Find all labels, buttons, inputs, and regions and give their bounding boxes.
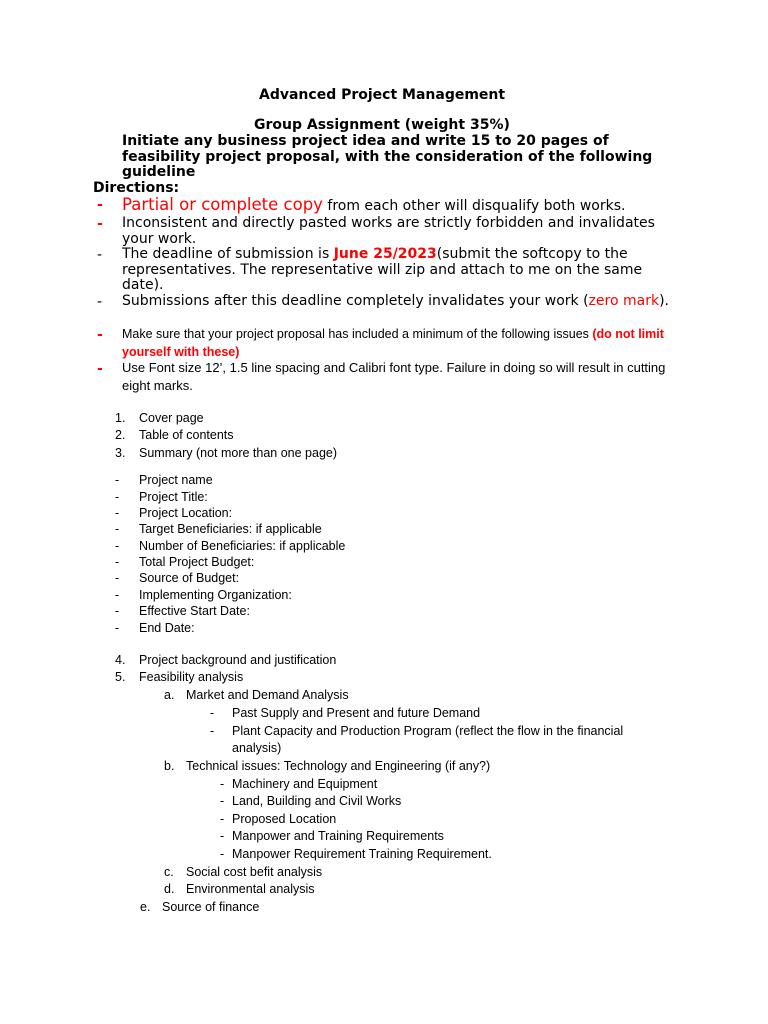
list-bullet: - — [115, 604, 120, 618]
list-number: 4. — [115, 653, 126, 667]
technical-item: Machinery and Equipment — [232, 777, 378, 791]
sublist-item: Environmental analysis — [186, 882, 315, 896]
list-item: Table of contents — [139, 428, 234, 442]
direction-late-submission: Submissions after this deadline completely invalidates your work (zero mark). — [122, 293, 669, 309]
direction-minimum-issues: Make sure that your project proposal has included a minimum of the following issues (do not limit yourself with these) — [122, 327, 664, 359]
sublist-item: Technical issues: Technology and Engineering (if any?) — [186, 759, 491, 773]
zero-mark-highlight: zero mark — [588, 293, 660, 309]
list-bullet: - — [97, 361, 103, 377]
technical-item: Proposed Location — [232, 812, 337, 826]
list-bullet: - — [115, 539, 120, 553]
list-item: Feasibility analysis — [139, 670, 244, 684]
summary-field: Project Location: — [139, 506, 233, 520]
list-bullet: - — [115, 588, 120, 602]
copy-warning-highlight: Partial or complete copy — [122, 195, 323, 214]
copy-warning-text: from each other will disqualify both works. — [322, 198, 626, 214]
list-number: 3. — [115, 446, 126, 460]
summary-field: Implementing Organization: — [139, 588, 292, 602]
summary-field: Total Project Budget: — [139, 555, 255, 569]
sublist-item: Market and Demand Analysis — [186, 688, 349, 702]
list-bullet: - — [97, 197, 103, 213]
list-bullet: - — [210, 706, 215, 720]
technical-item: Land, Building and Civil Works — [232, 794, 402, 808]
list-bullet: - — [97, 327, 103, 343]
summary-field: Effective Start Date: — [139, 604, 250, 618]
list-bullet: - — [97, 294, 103, 310]
list-bullet: - — [115, 473, 120, 487]
list-item: Summary (not more than one page) — [139, 446, 338, 460]
list-bullet: - — [97, 247, 103, 263]
market-item-continued: analysis) — [232, 741, 282, 755]
list-bullet: - — [115, 555, 120, 569]
list-bullet: - — [220, 777, 225, 791]
deadline-date: June 25/2023 — [333, 246, 437, 262]
list-bullet: - — [115, 571, 120, 585]
technical-item: Manpower and Training Requirements — [232, 829, 444, 843]
sublist-letter: d. — [164, 882, 175, 896]
direction-deadline: The deadline of submission is June 25/2023(submit the softcopy to the representatives. The representative will zip and attach to me on the same date). — [122, 246, 643, 293]
list-bullet: - — [220, 794, 225, 808]
do-not-limit-highlight: (do not limit yourself with these) — [122, 327, 664, 359]
direction-format: Use Font size 12’, 1.5 line spacing and Calibri font type. Failure in doing so will result in cutting eight marks. — [122, 360, 666, 393]
direction-copy — [122, 195, 625, 214]
summary-field: End Date: — [139, 621, 195, 635]
document-subtitle: Group Assignment (weight 35%) — [254, 117, 510, 133]
list-bullet: - — [115, 490, 120, 504]
list-bullet: - — [210, 724, 215, 738]
directions-label: Directions: — [93, 180, 180, 196]
list-item: Project background and justification — [139, 653, 337, 667]
market-item: Past Supply and Present and future Demand — [232, 706, 481, 720]
list-number: 2. — [115, 428, 126, 442]
summary-field: Project name — [139, 473, 213, 487]
list-bullet: - — [97, 216, 103, 232]
list-number: 5. — [115, 670, 126, 684]
sublist-item: Source of finance — [162, 900, 260, 914]
sublist-letter: e. — [140, 900, 151, 914]
list-bullet: - — [115, 621, 120, 635]
list-item: Cover page — [139, 411, 204, 425]
list-number: 1. — [115, 411, 126, 425]
sublist-letter: a. — [164, 688, 175, 702]
list-bullet: - — [115, 506, 120, 520]
list-bullet: - — [220, 812, 225, 826]
sublist-item: Social cost befit analysis — [186, 865, 323, 879]
summary-field: Number of Beneficiaries: if applicable — [139, 539, 346, 553]
sublist-letter: b. — [164, 759, 175, 773]
document-title: Advanced Project Management — [259, 87, 506, 103]
summary-field: Target Beneficiaries: if applicable — [139, 522, 322, 536]
assignment-instruction: Initiate any business project idea and write 15 to 20 pages of feasibility project proposal, with the consideration of the following guideline — [122, 133, 653, 180]
list-bullet: - — [115, 522, 120, 536]
sublist-letter: c. — [164, 865, 174, 879]
list-bullet: - — [220, 829, 225, 843]
direction-consistency: Inconsistent and directly pasted works are strictly forbidden and invalidates your work. — [122, 215, 655, 247]
summary-field: Project Title: — [139, 490, 208, 504]
summary-field: Source of Budget: — [139, 571, 240, 585]
list-bullet: - — [220, 847, 225, 861]
technical-item: Manpower Requirement Training Requirement. — [232, 847, 492, 861]
market-item: Plant Capacity and Production Program (reflect the flow in the financial — [232, 724, 624, 738]
